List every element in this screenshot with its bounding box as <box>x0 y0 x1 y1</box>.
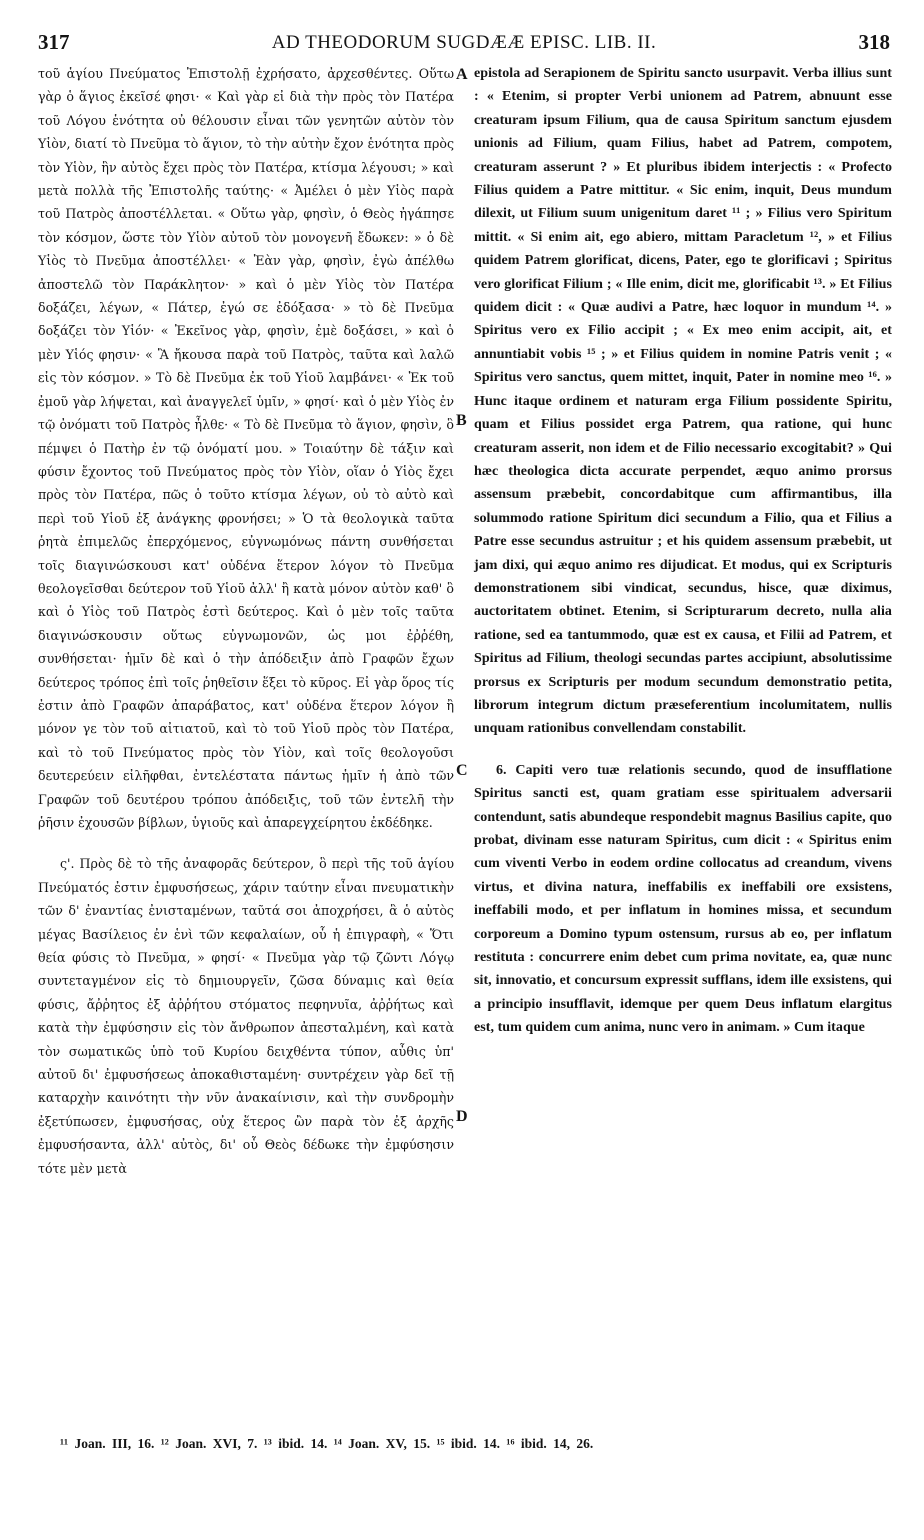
margin-letter-c: C <box>456 762 468 779</box>
greek-paragraph-1: τοῦ ἁγίου Πνεύματος Ἐπιστολῇ ἐχρήσατο, ἀρχεσθέντες. Οὕτω γὰρ ὁ ἅγιος ἐκεῖσέ φησι· « Καὶ γὰρ εἰ διὰ τὴν πρὸς τὸν Πατέρα τοῦ Λόγου ἑνότητα οὐ θέλουσιν εἶναι τῶν γενητῶν αὐτὸν τὸν Υἱὸν, διατί τὸ Πνεῦμα τὸ ἅγιον, τὸ τὴν αὐτὴν ἔχον ἑνότητα πρὸς τὸν Υἱὸν, ἣν αὐτὸς ἔχει πρὸς τὸν Πατέρα, κτίσμα λέγουσι; » καὶ μετὰ πολλὰ τῆς Ἐπιστολῆς ταύτης· « Ἀμέλει ὁ μὲν Υἱὸς παρὰ τοῦ Πατρὸς ἀποστέλλεται. « Οὕτω γὰρ, φησὶν, ὁ Θεὸς ἠγάπησε τὸν κόσμον, ὥστε τὸν Υἱὸν αὐτοῦ τὸν μονογενῆ ἔδωκεν: » ὁ δὲ Υἱὸς τὸ Πνεῦμα ἀποστέλλει· « Ἐὰν γὰρ, φησὶν, ἐγὼ ἀπέλθω ἀποστελῶ τὸν Παράκλητον· » καὶ ὁ μὲν Υἱὸς τὸν Πατέρα δοξάζει, λέγων, « Πάτερ, ἐγώ σε ἐδόξασα· » τὸ δὲ Πνεῦμα δοξάζει τὸν Υἱόν· « Ἐκεῖνος γὰρ, φησὶν, ἐμὲ δοξάσει, » καὶ ὁ μὲν Υἱός φησιν· « Ἃ ἤκουσα παρὰ τοῦ Πατρὸς, ταῦτα καὶ λαλῶ εἰς τὸν κόσμον. » Τὸ δὲ Πνεῦμα ἐκ τοῦ Υἱοῦ λαμβάνει· « Ἐκ τοῦ ἐμοῦ γὰρ λήψεται, καὶ ἀναγγελεῖ ὑμῖν, » φησί· καὶ ὁ μὲν Υἱὸς ἐν τῷ ὀνόματι τοῦ Πατρὸς ἦλθε· « Τὸ δὲ Πνεῦμα τὸ ἅγιον, φησὶν, ὃ πέμψει ὁ Πατὴρ ἐν τῷ ὀνόματί μου. » Τοιαύτην δὲ τάξιν καὶ φύσιν ἔχοντος τοῦ Πνεύματος πρὸς τὸν Υἱὸν, οἵαν ὁ Υἱὸς ἔχει πρὸς τὸν Πατέρα, πῶς ὁ τοῦτο κτίσμα λέγων, οὐ τὸ αὐτὸ καὶ περὶ τοῦ Υἱοῦ ἐξ ἀνάγκης φρονήσει; » Ὁ τὰ θεολογικὰ ταῦτα ῥητὰ ἐπιμελῶς ἐπερχόμενος, εὐγνωμόνως πάντη συνθήσεται τοῖς διαγινώσκουσι κατ' οὐδένα ἕτερον λόγον τὸ Πνεῦμα θεολογεῖσθαι δεύτερον τοῦ Υἱοῦ ἀλλ' ἢ κατὰ μόνον αὐτὸν καθ' ὃ καὶ ὁ Υἱὸς τοῦ Πατρὸς ἐστὶ δεύτερος. Καὶ ὁ μὲν τοῖς ταῦτα διαγινώσκουσιν οὕτως εὐγνωμονῶν, ὡς μοι ἐῤῥέθη, συνθήσεται· ἡμῖν δὲ καὶ ὁ τὴν ἀπόδειξιν ἀπὸ Γραφῶν ἔχων δεύτερος τρόπος ἐπὶ τοῖς ῥηθεῖσιν ἕξει τὸ κῦρος. Εἰ γὰρ ὅρος τίς ἐστιν ἀπὸ Γραφῶν ἀπαράβατος, κατ' οὐδένα ἕτερον λόγον ἢ μόνον γε τὸν τοῦ αἰτιατοῦ, καὶ τὸ τοῦ Υἱοῦ πρὸς τὸν Πατέρα, καὶ τὸ τοῦ Πνεύματος πρὸς τὸν Υἱὸν, καὶ τοῖς θεολογοῦσι δευτερεύειν εἰλῆφθαι, ἐντελέστατα πάντως ἡμῖν ἡ ἀπὸ τῶν Γραφῶν τοῦ δευτέρου τρόπου ἀπόδειξις, τοῦ τῶν ἐντελῆ τὴν ῥῆσιν ἐχουσῶν βίβλων, ὑγιοῦς καὶ ἀπαρεγχείρητου ἐκδέδηκε. <box>38 66 454 830</box>
footnotes: ¹¹ Joan. III, 16. ¹² Joan. XVI, 7. ¹³ ibid. 14. ¹⁴ Joan. XV, 15. ¹⁵ ibid. 14. ¹⁶ ibid. 14, 26. <box>60 1436 594 1451</box>
margin-letter-b: B <box>456 412 467 429</box>
page-number-left: 317 <box>38 30 70 54</box>
latin-paragraph-1: epistola ad Serapionem de Spiritu sancto usurpavit. Verba illius sunt : « Etenim, si propter Verbi unionem ad Patrem, abnuunt esse creaturam ipsum Filium, qua de causa Spiritum sanctum ejusdem unionis ad Filium, quam Filius, habet ad Patrem, compotem, creaturam asserunt ? » Et pluribus ibidem interjectis : « Profecto Filius quidem a Patre mittitur. « Sic enim, inquit, Deus mundum dilexit, ut Filium suum unigenitum daret ¹¹ ; » Filius vero Spiritum mittit. « Si enim ait, ego abiero, mittam Paracletum ¹², » et Filius quidem Patrem glorificat, dicens, Pater, ego te glorificavi ; Spiritus vero glorificat Filium ; « Ille enim, dicit me, glorificabit ¹³. » Et Filius quidem dicit : « Quæ audivi a Patre, hæc loquor in mundum ¹⁴. » Spiritus vero ex Filio accipit ; « Ex meo enim accipit, ait, et annuntiabit vobis ¹⁵ ; » et Filius quidem in nomine Patris venit ; « Spiritus vero sanctus, quem mittet, inquit, Pater in nomine meo ¹⁶. » Hunc itaque ordinem et naturam erga Filium possidente Spiritu, quam et Filius possidet erga Patrem, qua ratione, qui hunc creaturam asserit, non idem et de Filio necessario excogitabit? » Qui hæc theologica dicta accurate perpendet, æquo animo prorsus assensum præbebit, concordabitque cum affirmantibus, illa solummodo ratione Spiritum dici secundum a Filio, qua et Filius a Patre esse secundus astruitur ; et his quidem assensum præbebit, ut jam dixi, qui æquo animo res dijudicat. Et modus, qui ex Scripturis demonstrationem sibi vindicat, secundus, hisce, quæ diximus, auctoritatem obtinet. Etenim, si Scripturarum decreto, nulla alia ratione, sed ea tantummodo, quæ est ex causa, et Filii ad Patrem, et Spiritus ad Filium, theologi secundas partes accipiunt, absolutissime prorsus ex Scripturis per modum secundum demonstratio petita, librorum integrum dictum præseferentium incolumitatem, nullis unquam rationibus convellendam constabilit. <box>474 66 892 737</box>
latin-column <box>474 62 892 1040</box>
greek-paragraph-2: ς'. Πρὸς δὲ τὸ τῆς ἀναφορᾶς δεύτερον, ὃ περὶ τῆς τοῦ ἁγίου Πνεύματός ἐστιν ἐμφυσήσεως, χάριν ταύτην εἶναι πνευματικὴν τῶν δ' ἐναντίας ἐνισταμένων, ταῦτά σοι ἀποχρήσει, ἃ ὁ αὐτὸς μέγας Βασίλειος ἐν ἑνὶ τῶν κεφαλαίων, οὗ ἡ ἐπιγραφὴ, « Ὅτι θεία φύσις τὸ Πνεῦμα, » φησί· « Πνεῦμα γὰρ τῷ ζῶντι Λόγῳ συντεταγμένον εἰς τὸ δημιουργεῖν, ζῶσα δύναμις καὶ θεία φύσις, ἄῤῥητος ἐξ ἀῤῥήτου στόματος πεφηνυῖα, ἀῤῥήτως καὶ κατὰ τὴν ἐμφύσησιν εἰς τὸν ἄνθρωπον ἀπεσταλμένη, καὶ κατὰ τὸν σωματικῶς ὑπὸ τοῦ Κυρίου δειχθέντα τύπον, αὖθις ὑπ' αὐτοῦ δι' ἐμφυσήσεως ἀποκαθισταμένη· συντρέχειν γὰρ δεῖ τῇ καταρχὴν καινότητι τὴν νῦν ἀνακαίνισιν, καὶ τὴν συνδρομὴν ἐξετύπωσεν, ἐμφυσήσας, οὐχ ἕτερος ὢν παρὰ τὸν ἐξ ἀρχῆς ἐμφυσήσαντα, ἀλλ' αὐτὸς, δι' οὗ Θεὸς δέδωκε τὴν ἐμφύσησιν τότε μὲν μετὰ <box>38 856 454 1176</box>
page-number-right: 318 <box>858 30 890 54</box>
latin-paragraph-2: 6. Capiti vero tuæ relationis secundo, quod de insufflatione Spiritus sancti est, quam gratiam esse spiritualem adversarii contendunt, satis abundeque respondebit magnus Basilius capite, quo probat, divinam esse naturam Spiritus, cum dicit : « Spiritus enim cum viventi Verbo in eodem ordine collocatus ad creandum, vivens virtus, et divina natura, ineffabilis ex ineffabili ore exsistens, ineffabili modo, et per inflatum in homines missa, et secundum corporeum a Domino typum ostensum, rursus ab eo, per inflatum restituta : concurrere enim debet cum prima novitate, ea, quæ nunc sit, innovatio, et concursum expressit sufflans, idem ille exsistens, qui a principio insufflavit, idemque per quem Deus inflatum elargitus est, tum quidem cum anima, nunc vero in animam. » Cum itaque <box>474 762 892 1036</box>
running-header <box>38 30 890 60</box>
greek-column <box>38 62 454 1180</box>
margin-letter-d: D <box>456 1108 468 1125</box>
margin-letter-a: A <box>456 66 468 83</box>
running-head-title: AD THEODORUM SUGDÆÆ EPISC. LIB. II. <box>271 32 657 53</box>
